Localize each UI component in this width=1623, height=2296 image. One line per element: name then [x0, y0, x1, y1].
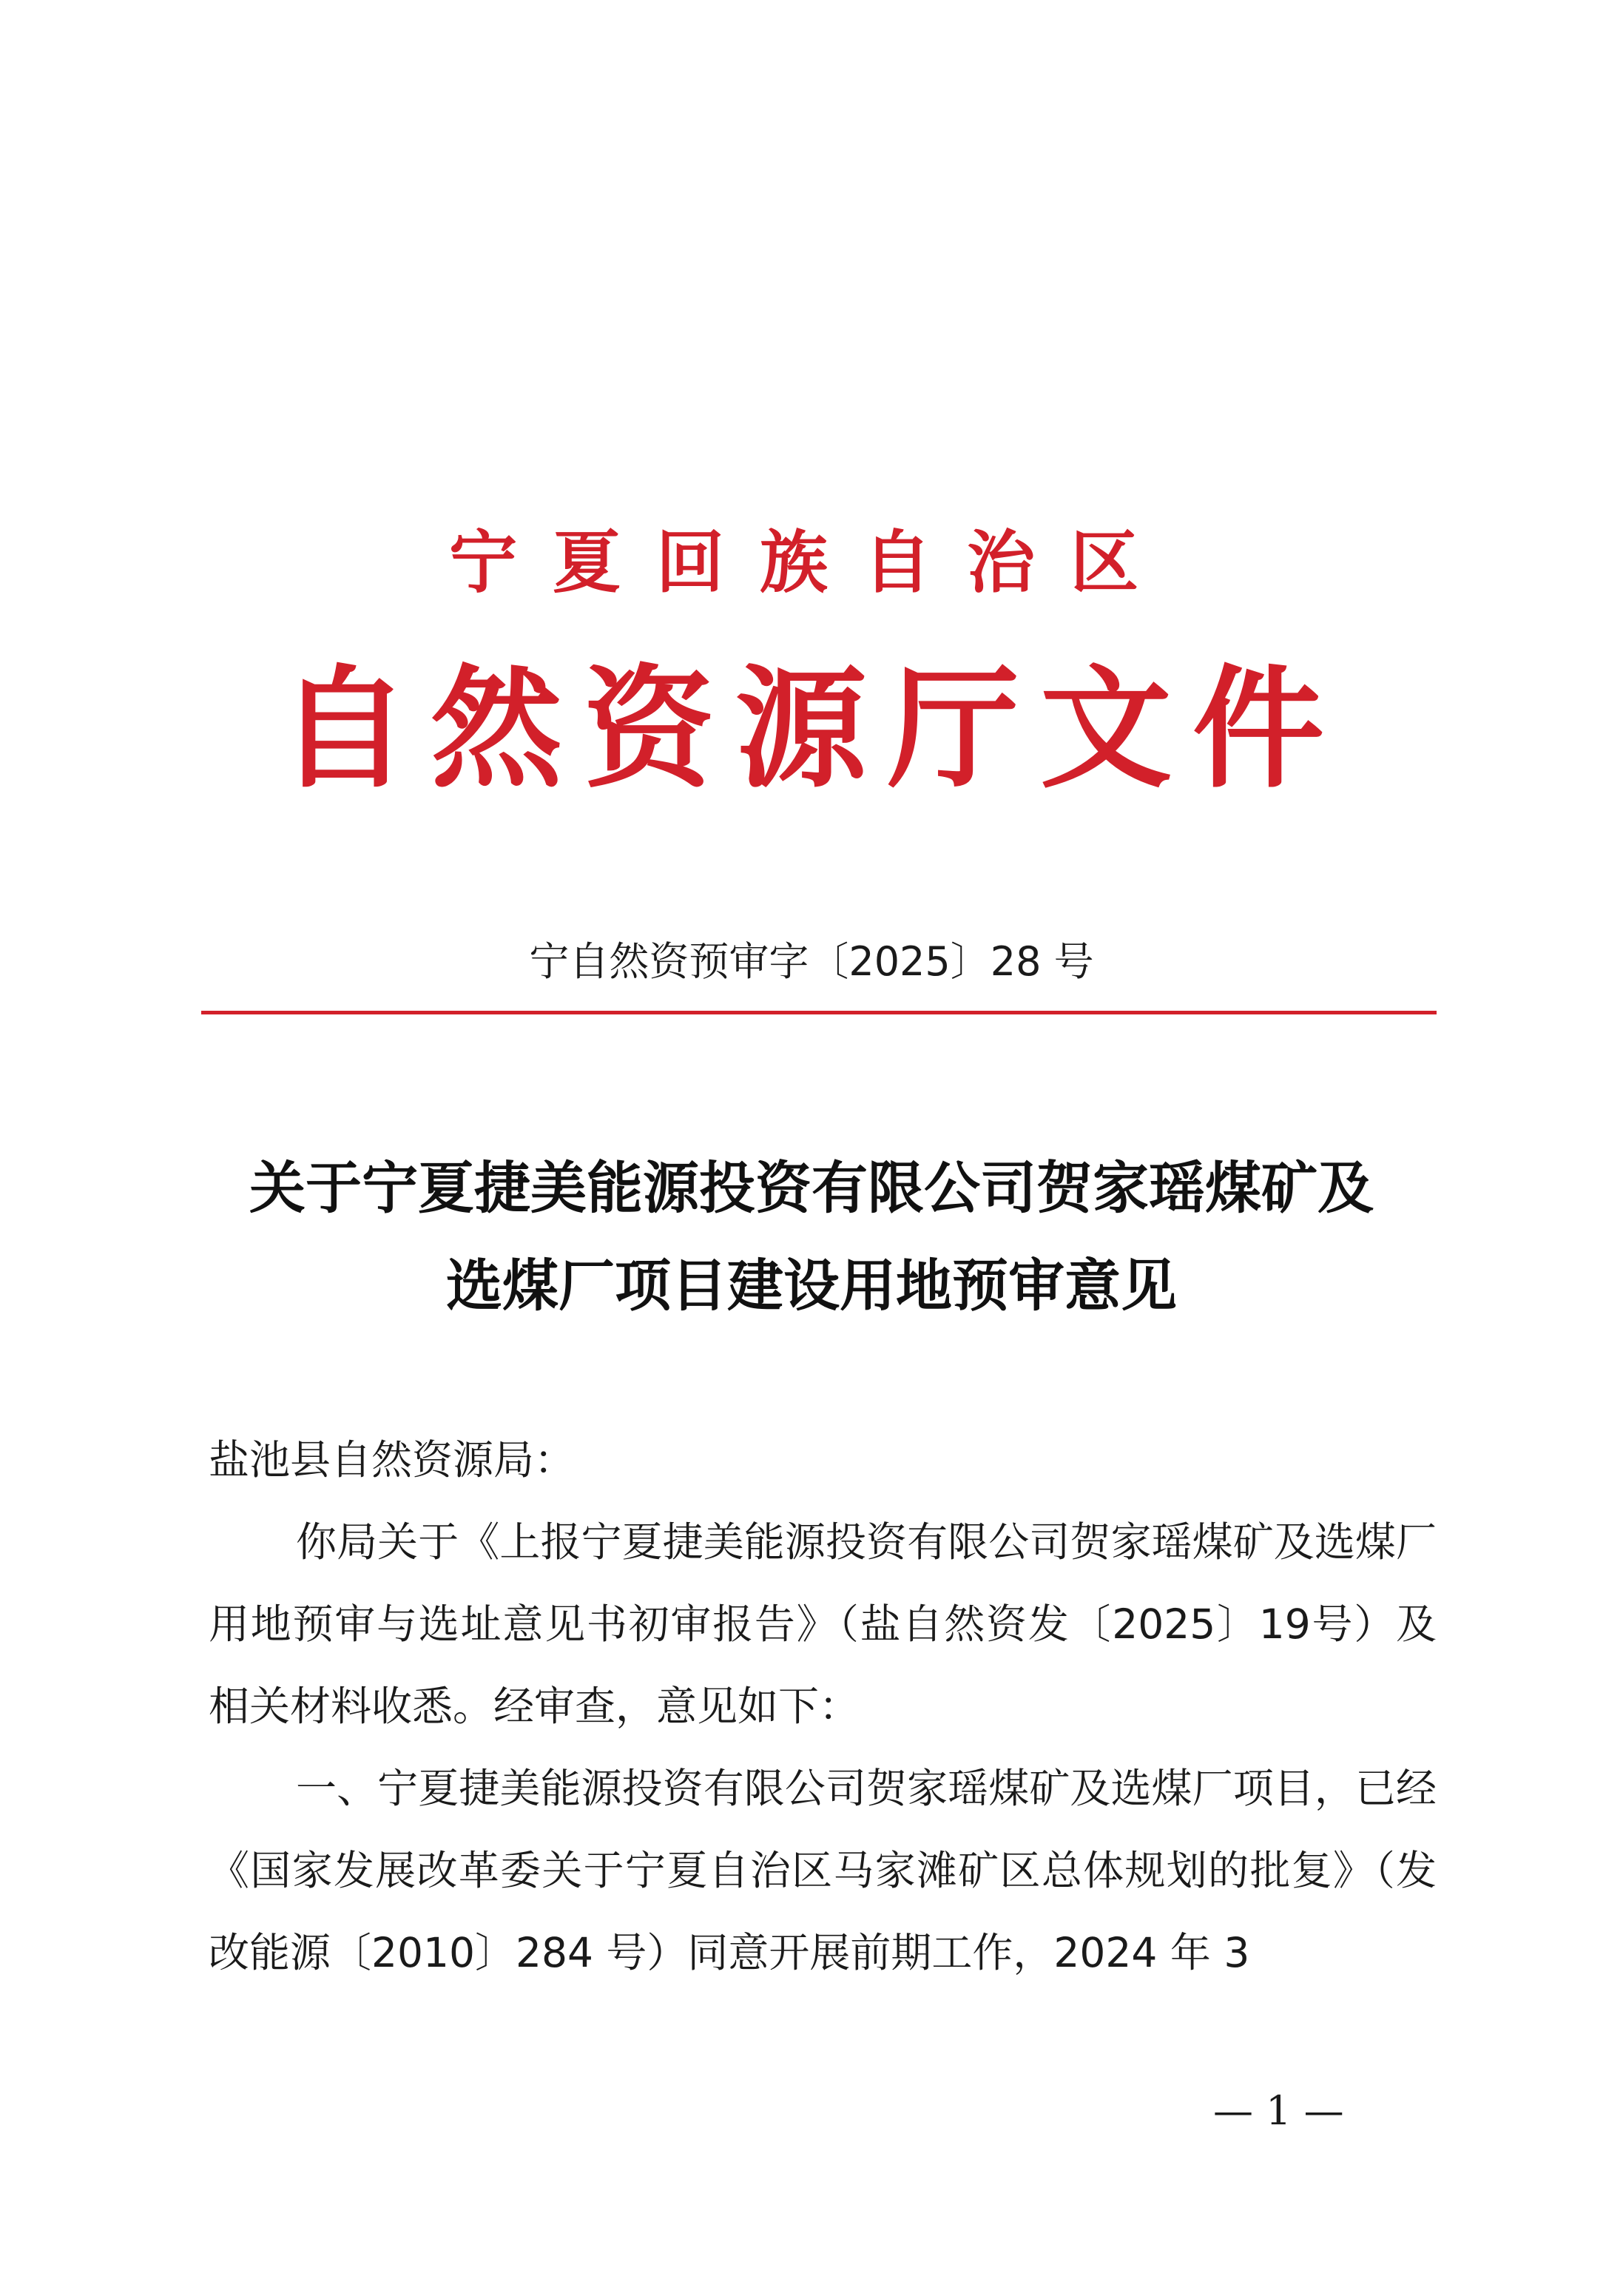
- document-body: [209, 1419, 1437, 1994]
- page-number: — 1 —: [1213, 2087, 1344, 2134]
- document-title: [148, 1139, 1475, 1335]
- red-separator-rule: [201, 1011, 1437, 1014]
- document-number: 宁自然资预审字〔2025〕28 号: [529, 938, 1094, 985]
- issuer-document-heading: 自然资源厅文件: [278, 651, 1345, 806]
- body-paragraph-1: 你局关于《上报宁夏捷美能源投资有限公司贺家瑶煤矿及选煤厂用地预审与选址意见书初审报告》（盐自然资发〔2025〕19号）及相关材料收悉。经审查，意见如下：: [209, 1518, 1437, 1730]
- document-title-line2: 选煤厂项目建设用地预审意见: [446, 1253, 1177, 1319]
- salutation: 盐池县自然资源局：: [209, 1436, 576, 1484]
- issuer-name-line: 宁夏回族自治区: [448, 522, 1174, 602]
- document-title-line1: 关于宁夏捷美能源投资有限公司贺家瑶煤矿及: [249, 1155, 1374, 1221]
- body-paragraph-2: 一、宁夏捷美能源投资有限公司贺家瑶煤矿及选煤厂项目，已经《国家发展改革委关于宁夏自治区马家滩矿区总体规划的批复》（发改能源〔2010〕284 号）同意开展前期工作，2024 年 3: [209, 1765, 1437, 1976]
